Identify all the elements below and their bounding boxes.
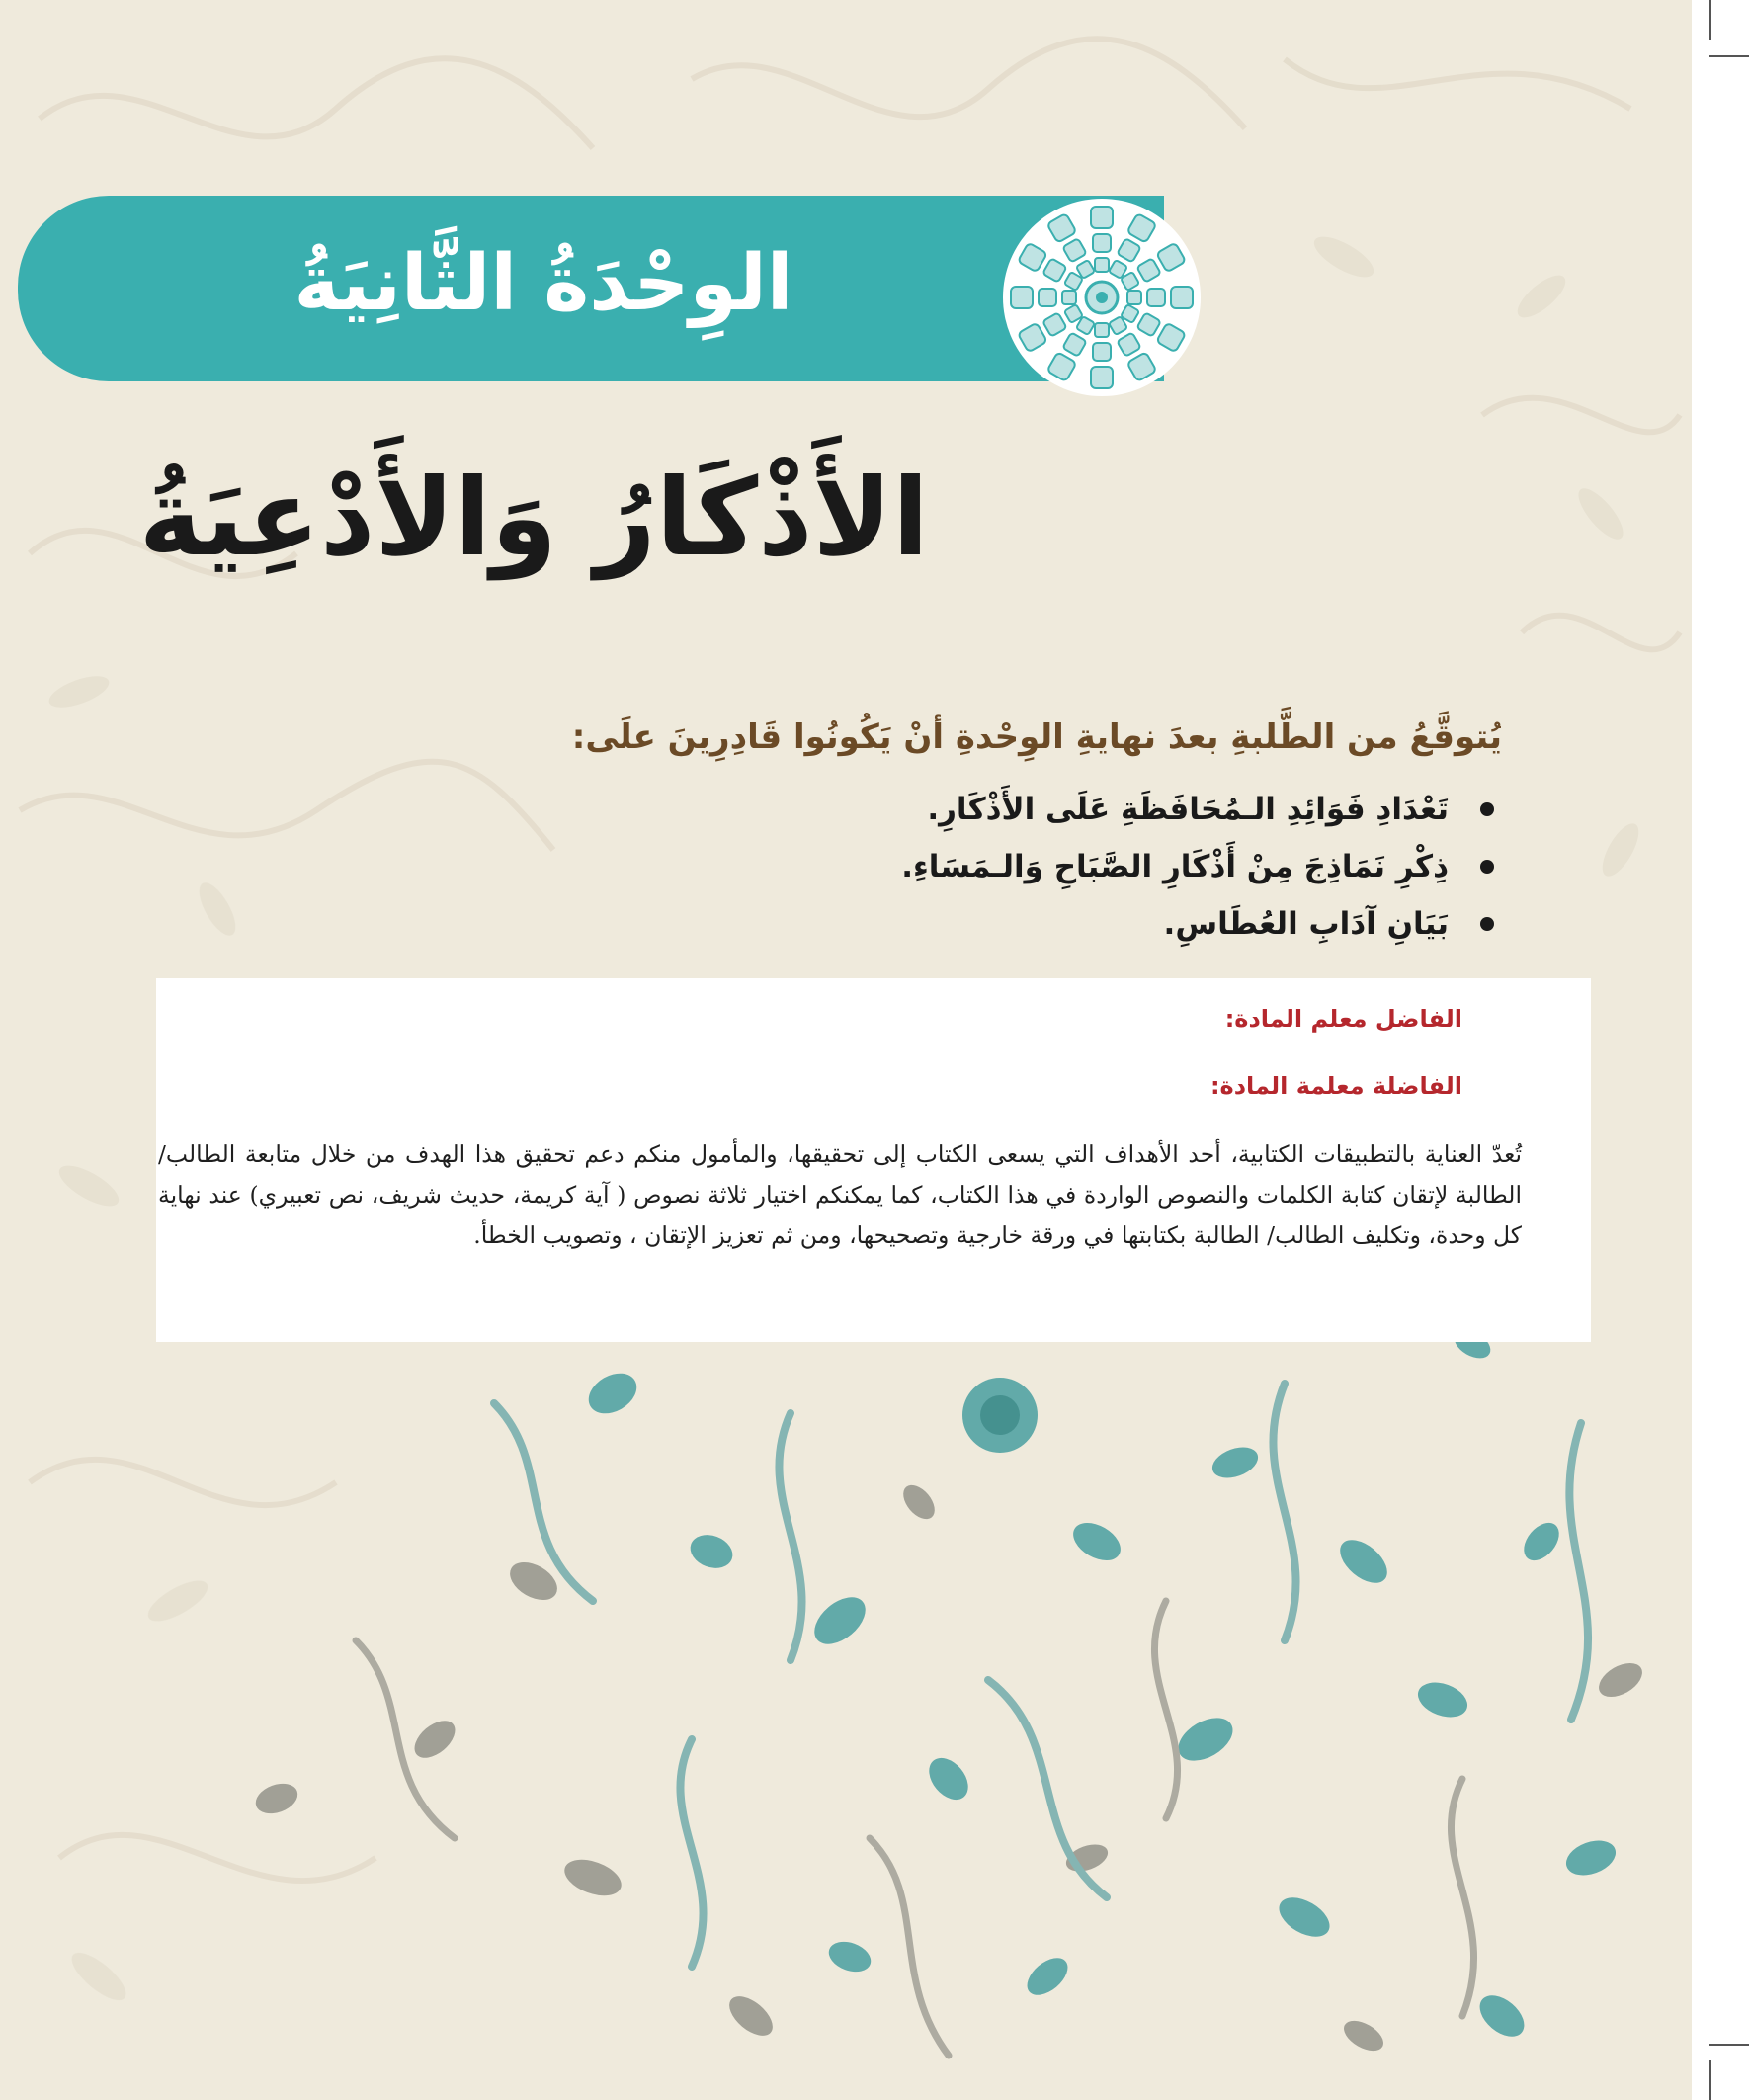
bullet-icon: [1480, 917, 1494, 931]
objective-text: تَعْدَادِ فَوَائِدِ الـمُحَافَظَةِ عَلَى الأَذْكَارِ.: [927, 792, 1449, 827]
teacher-note-body: تُعدّ العناية بالتطبيقات الكتابية، أحد الأهداف التي يسعى الكتاب إلى تحقيقها، والمأمول منكم دعم تحقيق هذا الهدف من خلال متابعة الطالب/ الطالبة لإتقان كتابة الكلمات والنصوص الواردة في هذا الكتاب، كما يمكنكم اختيار ثلاثة نصوص ( آية كريمة، حديث شريف، نص تعبيري) عند نهاية كل وحدة، وتكليف الطالب/ الطالبة بكتابتها في ورقة خارجية وتصحيحها، ومن ثم تعزيز الإتقان ، وتصويب الخطأ.: [158, 1140, 1522, 1249]
teacher-label-male: الفاضل معلم المادة:: [1224, 1005, 1462, 1033]
objectives-list: [751, 781, 1502, 953]
teacher-label-female: الفاضلة معلمة المادة:: [1209, 1072, 1462, 1100]
objective-text: ذِكْرِ نَمَاذِجَ مِنْ أَذْكَارِ الصَّبَاحِ وَالـمَسَاءِ.: [901, 849, 1449, 884]
list-item: [751, 895, 1502, 953]
objective-text: بَيَانِ آدَابِ العُطَاسِ.: [1163, 906, 1449, 942]
crop-mark: [1709, 2044, 1749, 2046]
crop-mark: [1709, 2060, 1711, 2100]
unit-title: الوِحْدَةُ الثَّانِيَةُ: [293, 239, 793, 328]
decorative-splash: [252, 1285, 1648, 2058]
objectives-intro: يُتوقَّعُ من الطَّلبةِ بعدَ نهايةِ الوِحْدةِ أنْ يَكُونُوا قَادِرِينَ علَى:: [571, 717, 1502, 757]
bullet-icon: [1480, 860, 1494, 874]
page-title: الأَذْكَارُ وَالأَدْعِيَةُ: [138, 457, 929, 580]
list-item: [751, 781, 1502, 838]
list-item: [751, 838, 1502, 895]
crop-mark: [1709, 55, 1749, 57]
geometric-rosette-icon: [998, 194, 1206, 401]
bullet-icon: [1480, 802, 1494, 816]
teacher-note-box: [156, 978, 1591, 1342]
crop-mark: [1709, 0, 1711, 40]
